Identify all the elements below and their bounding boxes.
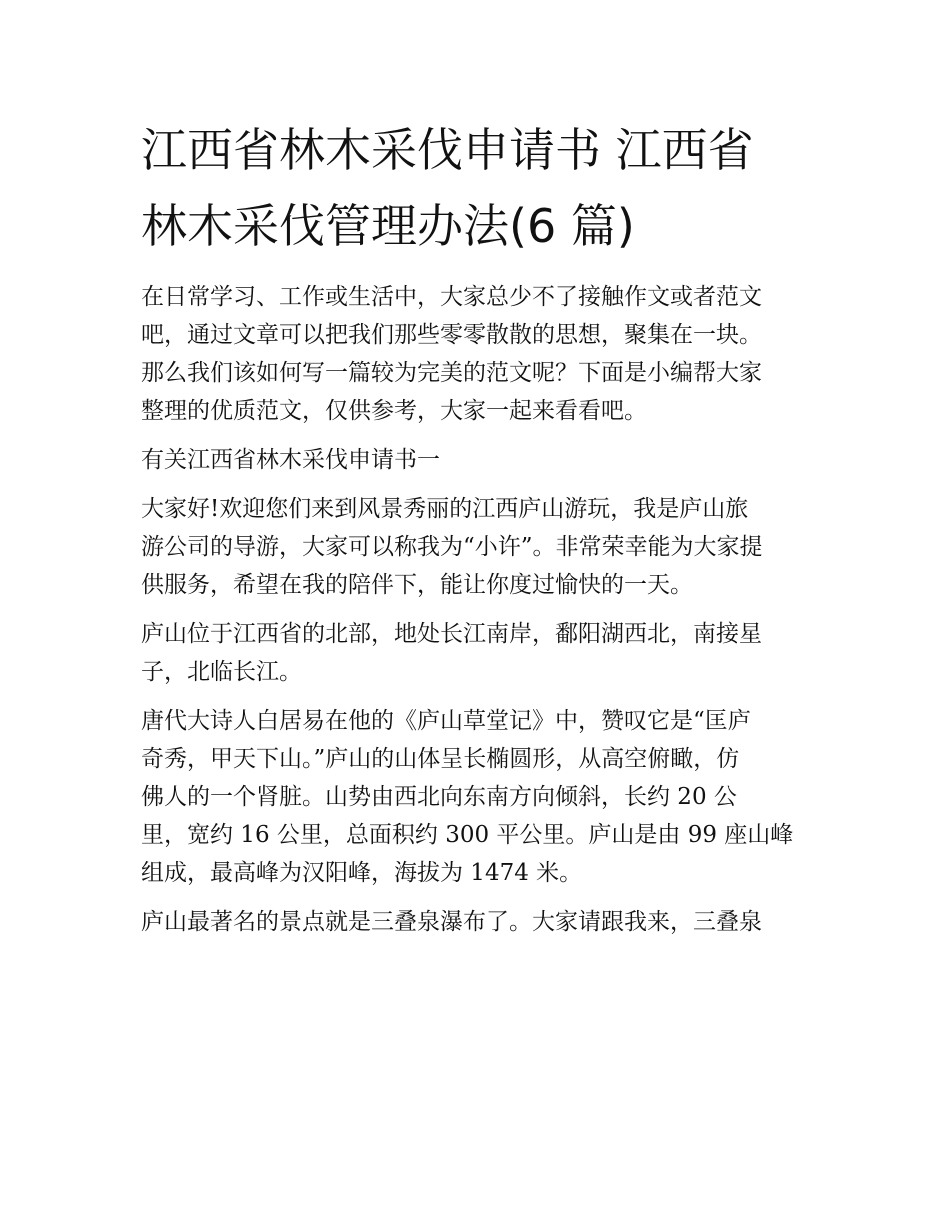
text-line: 游公司的导游，大家可以称我为“小许”。非常荣幸能为大家提	[141, 534, 763, 560]
body-paragraph	[141, 903, 821, 941]
section-heading	[141, 441, 821, 479]
title-line: 林木采伐管理办法(6 篇)	[141, 199, 635, 253]
text-line: 子，北临长江。	[141, 659, 302, 685]
text-line: 大家好!欢迎您们来到风景秀丽的江西庐山游玩，我是庐山旅	[141, 496, 749, 522]
text-line: 整理的优质范文，仅供参考，大家一起来看看吧。	[141, 398, 647, 424]
text-line: 里，宽约 16 公里，总面积约 300 平公里。庐山是由 99 座山峰	[141, 822, 794, 848]
text-line: 供服务，希望在我的陪伴下，能让你度过愉快的一天。	[141, 572, 693, 598]
body-paragraph	[141, 615, 821, 691]
text-line: 有关江西省林木采伐申请书一	[141, 447, 440, 473]
text-line: 在日常学习、工作或生活中，大家总少不了接触作文或者范文	[141, 284, 762, 310]
text-line: 庐山位于江西省的北部，地处长江南岸，鄱阳湖西北，南接星	[141, 621, 762, 647]
text-line: 唐代大诗人白居易在他的《庐山草堂记》中，赞叹它是“匡庐	[141, 708, 751, 734]
body-paragraph	[141, 702, 821, 892]
text-line: 庐山最著名的景点就是三叠泉瀑布了。大家请跟我来，三叠泉	[141, 909, 762, 935]
text-line: 组成，最高峰为汉阳峰，海拔为 1474 米。	[141, 860, 583, 886]
intro-paragraph	[141, 278, 821, 430]
document-body	[141, 112, 821, 941]
text-line: 奇秀，甲天下山。”庐山的山体呈长椭圆形，从高空俯瞰，仿	[141, 746, 740, 772]
document-title	[141, 112, 821, 264]
title-line: 江西省林木采伐申请书 江西省	[141, 123, 754, 177]
text-line: 佛人的一个肾脏。山势由西北向东南方向倾斜，长约 20 公	[141, 784, 737, 810]
text-line: 那么我们该如何写一篇较为完美的范文呢？下面是小编帮大家	[141, 360, 762, 386]
text-line: 吧，通过文章可以把我们那些零零散散的思想，聚集在一块。	[141, 322, 762, 348]
body-paragraph	[141, 490, 821, 604]
